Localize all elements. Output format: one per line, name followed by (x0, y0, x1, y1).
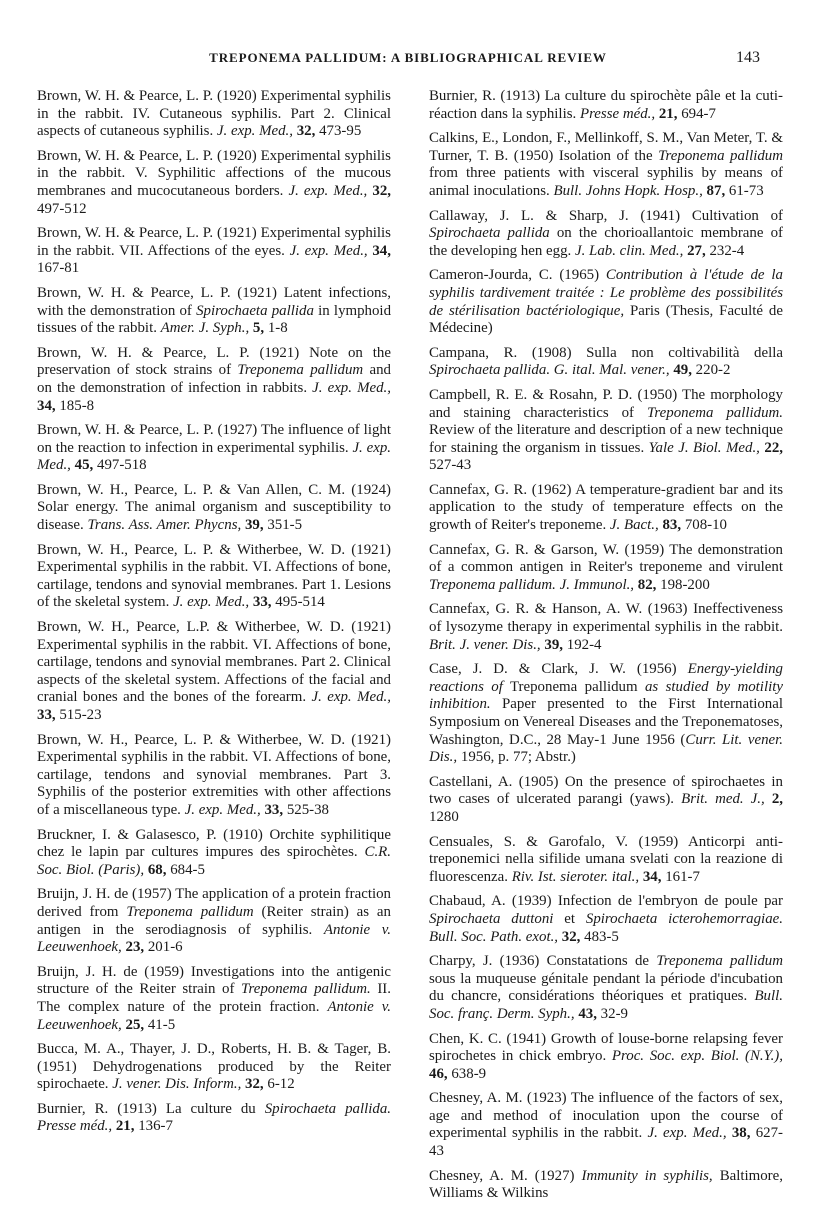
ref-volume: 23, (125, 939, 145, 956)
ref-pages: 515-23 (59, 707, 102, 723)
ref-authors: Charpy, J. (1936) (429, 953, 540, 970)
running-title: TREPONEMA PALLIDUM: A BIBLIOGRAPHICAL REVIEW (209, 50, 607, 65)
ref-title: Review of the literature and description of a new technique for staining the organism in tissues. (429, 422, 783, 456)
ref-title: et (564, 910, 576, 927)
ref-authors: Callaway, J. L. & Sharp, J. (1941) (429, 207, 681, 224)
ref-title-italic: Treponema pallidum. (241, 981, 371, 998)
ref-title-italic: Spirochaeta pallida (196, 302, 314, 319)
ref-authors: Cannefax, G. R. (1962) (429, 481, 572, 498)
ref-title: Latent infections, with the demonstration of (37, 284, 391, 319)
ref-journal: G. ital. Mal. vener., (553, 362, 670, 379)
ref-title: Anticorpi anti-treponemici nella sifilide umana svelati con la reazione di fluorescenza. (429, 833, 783, 885)
ref-pages: 497-512 (37, 200, 87, 217)
ref-volume: 34, (642, 868, 662, 885)
ref-journal: J. exp. Med., (184, 801, 261, 818)
ref-journal: J. Lab. clin. Med., (574, 242, 684, 259)
ref-journal: Presse méd., (37, 1118, 113, 1135)
ref-title: Treponema pallidum (509, 678, 638, 695)
ref-pages: 220-2 (695, 362, 731, 379)
ref-authors: Cannefax, G. R. & Garson, W. (1959) (429, 541, 665, 558)
ref-volume: 5, (252, 320, 265, 337)
reference-entry (429, 1168, 783, 1203)
reference-entry (429, 661, 783, 767)
reference-entry (429, 267, 783, 337)
ref-title: from three patients with visceral syphilis by means of animal inoculations. (429, 165, 783, 199)
ref-volume: 34, (37, 397, 56, 414)
ref-title: in lymphoid tissues of the rabbit. (37, 302, 392, 337)
ref-title: and on the demonstration of infection in rabbits. (37, 362, 391, 396)
ref-volume: 45, (74, 457, 94, 474)
ref-title-italic: Spirochaeta icterohemorragiae. (585, 910, 783, 927)
ref-title: La culture du (165, 1100, 256, 1117)
ref-pages: 185-8 (59, 397, 95, 414)
ref-volume: 33, (252, 594, 272, 611)
ref-volume: 87, (706, 182, 726, 199)
ref-journal: J. Bact., (609, 517, 659, 534)
ref-title: Experimental syphilis in the rabbit. VI. Affections of bone, cartilage, tendons and synovial membranes. Part 1. Lesions of the skeletal system. (37, 559, 391, 611)
ref-title: Experimental syphilis in the rabbit. V. Syphilitic affections of the mucous membranes and mucocutaneous borders. (37, 147, 391, 199)
ref-volume: 39, (244, 517, 264, 534)
ref-title-italic: Spirochaeta pallida. (429, 362, 551, 379)
ref-authors: Burnier, R. (1913) (429, 88, 541, 104)
ref-pages: 161-7 (665, 868, 700, 885)
reference-entry (429, 834, 783, 887)
ref-title: The influence of the factors of sex, age and method of inoculation upon the course of experimental syphilis in the rabbit. (429, 1090, 783, 1142)
ref-pages: 638-9 (451, 1065, 487, 1082)
ref-pages: 708-10 (684, 517, 727, 534)
ref-title: Sulla non coltivabilità della (586, 344, 783, 361)
reference-entry (429, 208, 783, 261)
left-column (37, 88, 391, 1143)
ref-journal: Riv. Ist. sieroter. ital., (511, 868, 640, 885)
ref-title: on the chorioallantoic membrane of the developing hen egg. (429, 225, 783, 259)
page-number: 143 (736, 49, 760, 66)
ref-pages: 232-4 (709, 242, 745, 259)
ref-authors: Case, J. D. & Clark, J. W. (1956) (429, 661, 677, 678)
ref-authors: Calkins, E., London, F., Mellinkoff, S. M., Van Meter, T. & Turner, T. B. (1950) (429, 130, 783, 164)
ref-authors: Brown, W. H. & Pearce, L. P. (1927) (37, 422, 258, 439)
reference-entry (37, 886, 391, 956)
reference-entry (429, 482, 783, 535)
ref-title-italic: Treponema pallidum (237, 362, 364, 379)
ref-authors: Brown, W. H. & Pearce, L. P. (1921) (37, 284, 277, 301)
ref-pages: 32-9 (600, 1005, 628, 1022)
ref-authors: Chabaud, A. (1939) (429, 893, 552, 910)
reference-entry (429, 542, 783, 595)
reference-entry (37, 482, 391, 535)
reference-entry (37, 964, 391, 1034)
reference-entry (429, 387, 783, 475)
ref-title-italic: Spirochaeta pallida. (264, 1100, 391, 1117)
ref-title: The demonstration of a common antigen in Reiter's treponeme and virulent (429, 541, 783, 576)
ref-title-italic: Treponema pallidum. (429, 576, 556, 593)
ref-pages: 167-81 (37, 260, 80, 277)
ref-title-italic: Treponema pallidum (126, 903, 254, 920)
reference-entry (429, 774, 783, 827)
ref-journal: J. exp. Med., (288, 182, 368, 199)
ref-pages: 497-518 (97, 457, 147, 474)
ref-pages: 192-4 (566, 636, 602, 653)
ref-note: Paper presented to the First International Symposium on Venereal Diseases and the Treponematoses, Washington, D.C., 28 May-1 June 1956 ( (429, 696, 783, 748)
page-header (0, 50, 816, 74)
ref-title: A temperature-gradient bar and its application to the study of temperature effects on the growth of Reiter's treponeme. (429, 481, 783, 534)
ref-journal: J. exp. Med., (37, 439, 391, 474)
ref-journal: Brit. J. vener. Dis., (429, 636, 541, 653)
ref-authors: Bruckner, I. & Galasesco, P. (1910) (37, 826, 263, 843)
ref-title: Experimental syphilis in the rabbit. VI. Affections of bone, cartilage, tendons and synovial membranes. Part 3. Syphilis of the posterior extremities with other affections of a miscellaneous type. (37, 749, 391, 818)
ref-title-italic: Contribution à l'étude de la syphilis tardivement traitée : Le problème des possibilités de stérilisation bactériologique, (429, 267, 783, 319)
reference-entry (429, 1031, 783, 1084)
ref-pages: 527-43 (429, 457, 472, 474)
ref-title-italic: Treponema pallidum (658, 147, 783, 164)
ref-journal: Amer. J. Syph., (160, 320, 250, 337)
ref-title: sous la muqueuse génitale pendant la période d'incubation du chancre, considérations théoriques et pratiques. (429, 970, 783, 1005)
reference-entry (37, 827, 391, 880)
ref-title-italic: as studied by motility inhibition. (429, 678, 783, 713)
reference-entry (429, 1090, 783, 1160)
ref-volume: 82, (637, 576, 657, 593)
ref-pages: 201-6 (147, 939, 183, 956)
reference-entry (37, 345, 391, 415)
ref-journal: J. exp. Med., (173, 594, 250, 611)
reference-entry (37, 1101, 391, 1136)
ref-pages: 41-5 (147, 1016, 176, 1033)
ref-publisher: Baltimore, Williams & Wilkins (429, 1167, 783, 1202)
ref-authors: Brown, W. H., Pearce, L.P. & Witherbee, W. D. (1921) (37, 619, 391, 636)
ref-pages: 198-200 (660, 576, 710, 593)
ref-journal: Bull. Soc. franç. Derm. Syph., (429, 988, 783, 1022)
reference-entry (37, 422, 391, 475)
ref-volume: 25, (125, 1016, 145, 1033)
reference-entry (429, 345, 783, 380)
ref-volume: 21, (658, 105, 678, 122)
ref-title: The morphology and staining characteristics of (429, 386, 783, 421)
ref-pages: 495-514 (275, 594, 325, 611)
ref-authors: Campana, R. (1908) (429, 344, 572, 361)
ref-volume: 34, (372, 242, 391, 259)
ref-pages: 473-95 (319, 123, 362, 140)
ref-title: Orchite syphilitique chez le lapin par cultures impures des spirochètes. (37, 826, 391, 861)
reference-entry (37, 285, 391, 338)
ref-pages: 1-8 (267, 320, 288, 337)
ref-title: Cultivation of (691, 207, 783, 224)
ref-pages: 525-38 (286, 801, 329, 818)
reference-entry (429, 601, 783, 654)
ref-authors: Cameron-Jourda, C. (1965) (429, 267, 600, 284)
ref-journal: Antonie v. Leeuwenhoek, (37, 921, 392, 956)
ref-journal: J. Immunol., (559, 576, 635, 593)
ref-title-italic: Immunity in syphilis, (581, 1167, 713, 1184)
ref-pages: 684-5 (170, 861, 205, 878)
ref-authors: Brown, W. H., Pearce, L. P. & Witherbee, W. D. (1921) (37, 731, 391, 748)
ref-volume: 68, (147, 861, 167, 878)
ref-authors: Burnier, R. (1913) (37, 1100, 157, 1117)
ref-title: Growth of louse-borne relapsing fever spirochetes in chick embryo. (429, 1030, 784, 1065)
right-column (429, 88, 783, 1210)
ref-title: Dehydrogenations produced by the Reiter spirochaete. (37, 1058, 391, 1093)
ref-pages: 61-73 (728, 182, 764, 199)
ref-pages: 694-7 (681, 105, 716, 122)
ref-authors: Brown, W. H., Pearce, L. P. & Van Allen, C. M. (1924) (37, 481, 391, 498)
ref-volume: 33, (264, 801, 284, 818)
ref-journal: C.R. Soc. Biol. (Paris), (37, 844, 391, 878)
ref-journal: Trans. Ass. Amer. Phycns, (87, 517, 242, 534)
ref-volume: 49, (673, 362, 692, 379)
ref-title-italic: Treponema pallidum. (646, 404, 783, 421)
ref-journal: J. exp. Med., (311, 689, 391, 706)
ref-title: Infection de l'embryon de poule par (557, 893, 783, 910)
ref-note: 1956, p. 77; Abstr.) (460, 749, 576, 766)
ref-authors: Chesney, A. M. (1923) (429, 1090, 567, 1107)
reference-entry (37, 88, 391, 141)
ref-pages: 6-12 (267, 1076, 295, 1093)
ref-title-italic: Spirochaeta pallida (429, 225, 550, 242)
ref-pages: 351-5 (267, 517, 303, 534)
ref-title: Ineffectiveness of lysozyme therapy in experimental syphilis in the rabbit. (429, 601, 783, 636)
ref-volume: 32, (561, 928, 581, 945)
ref-volume: 83, (662, 517, 682, 534)
ref-journal: Yale J. Biol. Med., (648, 439, 760, 456)
ref-authors: Censuales, S. & Garofalo, V. (1959) (429, 833, 679, 850)
ref-authors: Bruijn, J. H. de (1959) (37, 963, 185, 980)
ref-journal: J. exp. Med., (312, 379, 391, 396)
reference-entry (429, 953, 783, 1023)
ref-title-italic: Spirochaeta duttoni (429, 910, 554, 927)
ref-journal: Antonie v. Leeuwenhoek, (37, 998, 391, 1033)
ref-volume: 2, (771, 791, 784, 808)
ref-journal: J. exp. Med., (647, 1125, 727, 1142)
reference-entry (37, 225, 391, 278)
reference-entry (37, 1041, 391, 1094)
ref-authors: Castellani, A. (1905) (429, 773, 559, 790)
ref-journal: Proc. Soc. exp. Biol. (N.Y.), (611, 1048, 783, 1065)
ref-title: Experimental syphilis in the rabbit. VII. Affections of the eyes. (37, 225, 391, 259)
ref-title: Constatations de (546, 953, 650, 970)
ref-volume: 38, (731, 1125, 751, 1142)
ref-volume: 22, (764, 439, 783, 456)
ref-journal: J. exp. Med., (289, 242, 368, 259)
ref-journal: J. vener. Dis. Inform., (112, 1076, 242, 1093)
ref-publisher: Paris (Thesis, Faculté de Médecine) (429, 302, 783, 337)
ref-journal: Presse méd., (579, 105, 656, 122)
ref-volume: 21, (115, 1118, 135, 1135)
ref-title: Isolation of the (558, 147, 653, 164)
ref-title: The application of a protein fraction derived from (37, 886, 391, 920)
ref-volume: 33, (37, 707, 56, 723)
ref-title: Solar energy. The animal organism and susceptibility to disease. (37, 499, 391, 534)
ref-authors: Cannefax, G. R. & Hanson, A. W. (1963) (429, 601, 688, 618)
ref-volume: 27, (687, 242, 706, 259)
ref-title: On the presence of spirochaetes in two cases of ulcerated parangi (yaws). (429, 773, 783, 808)
ref-pages: 136-7 (138, 1118, 173, 1135)
ref-authors: Brown, W. H., Pearce, L. P. & Witherbee, W. D. (1921) (37, 541, 391, 558)
reference-entry (37, 148, 391, 218)
ref-journal: Brit. med. J., (681, 791, 765, 808)
ref-volume: 39, (544, 636, 564, 653)
ref-journal: Bull. Soc. Path. exot., (429, 928, 559, 945)
ref-title-italic: Treponema pallidum (656, 953, 783, 970)
ref-authors: Bucca, M. A., Thayer, J. D., Roberts, H. B. & Tager, B. (1951) (37, 1041, 391, 1075)
ref-journal: Curr. Lit. vener. Dis., (429, 731, 783, 766)
ref-authors: Brown, W. H. & Pearce, L. P. (1920) (37, 88, 257, 104)
ref-volume: 46, (429, 1065, 448, 1082)
reference-entry (37, 619, 391, 725)
ref-volume: 43, (578, 1005, 597, 1022)
reference-entry (37, 542, 391, 612)
ref-volume: 32, (372, 182, 391, 199)
ref-title: (Reiter strain) as an antigen in the serodiagnosis of syphilis. (37, 903, 391, 938)
ref-title: The influence of light on the reaction to infection in experimental syphilis. (37, 422, 391, 456)
ref-authors: Chesney, A. M. (1927) (429, 1167, 575, 1184)
reference-entry (429, 130, 783, 200)
ref-authors: Brown, W. H. & Pearce, L. P. (1920) (37, 147, 257, 164)
reference-entry (37, 732, 391, 820)
ref-title: Note on the preservation of stock strains of (37, 344, 391, 379)
ref-title: Investigations into the antigenic structure of the Reiter strain of (37, 963, 391, 998)
ref-authors: Bruijn, J. H. de (1957) (37, 886, 172, 903)
ref-authors: Chen, K. C. (1941) (429, 1030, 547, 1047)
ref-volume: 32, (296, 123, 316, 140)
ref-title-italic: Energy-yielding reactions of (429, 661, 783, 695)
ref-pages: 1280 (429, 808, 459, 825)
ref-title: II. The complex nature of the protein fraction. (37, 981, 391, 1015)
ref-journal: Bull. Johns Hopk. Hosp., (553, 182, 703, 199)
ref-journal: J. exp. Med., (216, 123, 293, 140)
ref-title: La culture du spirochète pâle et la cuti-réaction dans la syphilis. (429, 88, 783, 122)
ref-volume: 32, (245, 1076, 264, 1093)
ref-pages: 627-43 (429, 1125, 783, 1160)
ref-authors: Brown, W. H. & Pearce, L. P. (1921) (37, 344, 300, 361)
ref-title: Experimental syphilis in the rabbit. VI. Affections of bone, cartilage, tendons and synovial membranes. Part 2. Clinical aspects of the skeletal system. Affections of the facial and cranial bones and the bones of the forearm. (37, 636, 391, 706)
reference-entry (429, 88, 783, 123)
ref-title: Experimental syphilis in the rabbit. IV. Cutaneous syphilis. Part 2. Clinical aspects of cutaneous syphilis. (37, 88, 391, 140)
ref-authors: Campbell, R. E. & Rosahn, P. D. (1950) (429, 386, 678, 403)
ref-authors: Brown, W. H. & Pearce, L. P. (1921) (37, 225, 257, 242)
reference-entry (429, 893, 783, 946)
ref-pages: 483-5 (584, 928, 619, 945)
